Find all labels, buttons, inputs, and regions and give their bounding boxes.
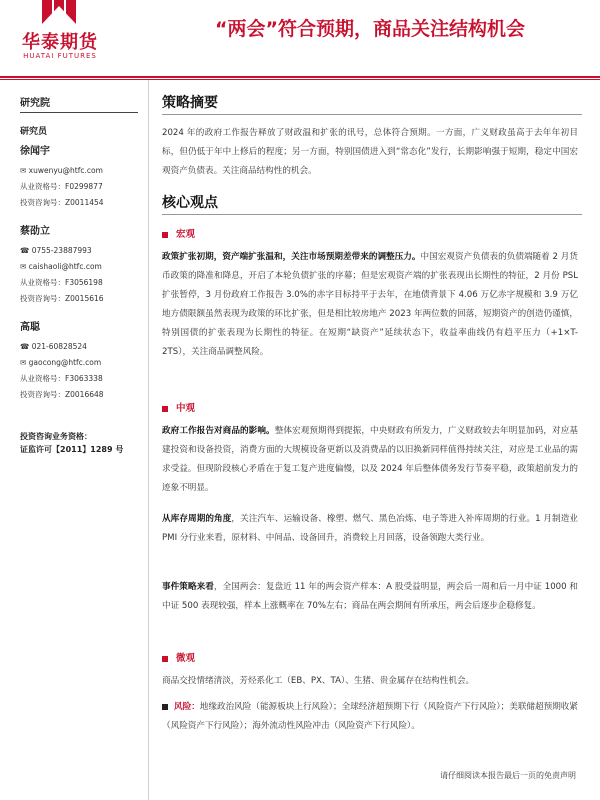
summary-divider [162,114,582,115]
analyst-name: 高聪 [20,322,40,333]
analyst-consult-id: 投资咨询号：Z0011454 [20,198,104,207]
macro-lead: 政策扩张初期，资产端扩张温和，关注市场预期差带来的调整压力。 [162,252,421,262]
analyst-name: 蔡劭立 [20,226,50,237]
macro-paragraph [162,248,578,362]
micro-heading [162,650,195,664]
logo-chinese-name: 华泰期货 [22,32,98,53]
risk-label: 风险： [174,702,200,712]
meso-policy-body: 整体宏观预期得到提振，中央财政有所发力，广义财政较去年明显加码，对应基建投资和设备投资，消费方面的大规模设备更新以及消费品的以旧换新同样值得持续关注，对应是工业品的需求受益。但现阶段核心矛盾在于复工复产进度偏慢，以及 2024 年后整体债务发行节奏平稳，政策超前发力的迹象不明显。 [162,426,578,493]
meso-heading-label: 中观 [176,403,196,414]
core-views-heading: 核心观点 [162,195,218,211]
author-sidebar [0,80,149,800]
meso-paragraph-inventory [162,510,578,548]
analyst-email[interactable]: ✉ gaocong@htfc.com [20,358,102,367]
square-bullet-icon [162,704,168,710]
square-bullet-icon [162,656,168,662]
meso-paragraph-event [162,578,578,616]
disclaimer-footer: 请仔细阅读本报告最后一页的免责声明 [440,771,576,780]
micro-heading-label: 微观 [176,653,196,664]
summary-paragraph: 2024 年的政府工作报告释放了财政温和扩张的讯号，总体符合预期。一方面，广义财政虽高于去年年初目标，但仍低于年中上修后的程度；另一方面，特别国债进入到“常态化”发行，长期影响强于短期，稳定中国宏观资产负债表。关注商品结构性的机会。 [162,128,578,176]
risk-body: 地缘政治风险（能源板块上行风险）；全球经济超预期下行（风险资产下行风险）；美联储超预期收紧（风险资产下行风险）；海外流动性风险冲击（风险资产下行风险）。 [162,702,578,731]
analyst-consult-id: 投资咨询号：Z0016648 [20,390,104,399]
square-bullet-icon [162,406,168,412]
logo-mark-icon [42,0,76,24]
analyst-license: 从业资格号：F0299877 [20,182,103,191]
analyst-card [20,222,142,307]
analyst-card [20,318,142,403]
meso-event-lead: 事件策略来看 [162,582,214,592]
analyst-consult-id: 投资咨询号：Z0015616 [20,294,104,303]
meso-event-body: ，全国两会：复盘近 11 年的两会资产样本：A 股受益明显，两会后一周和后一月中证 1000 和中证 500 表现较强，样本上涨概率在 70%左右；商品在两会期间有所承压，两会后逐步企稳修复。 [162,582,578,611]
analyst-phone: ☎ 021-60828524 [20,342,87,351]
micro-paragraph: 商品交投情绪清淡，芳烃系化工（EB、PX、TA）、生猪、贵金属存在结构性机会。 [162,676,475,686]
summary-heading: 策略摘要 [162,95,218,111]
analyst-license: 从业资格号：F3063338 [20,374,103,383]
macro-heading [162,226,195,240]
qualification-label: 投资咨询业务资格： [20,432,92,441]
core-views-divider [162,214,582,215]
analyst-email[interactable]: ✉ caishaoli@htfc.com [20,262,102,271]
header-divider [0,76,600,78]
sidebar-divider [20,112,138,113]
meso-inventory-body: ，关注汽车、运输设备、橡塑、燃气、黑色冶炼、电子等进入补库周期的行业。1 月制造业 PMI 分行业来看，原材料、中间品、设备回升，消费较上月回落，设备领跑大类行业。 [162,514,578,543]
analyst-email[interactable]: ✉ xuwenyu@htfc.com [20,166,103,175]
macro-heading-label: 宏观 [176,229,196,240]
department-label: 研究院 [20,98,50,109]
meso-paragraph-policy [162,422,578,498]
analyst-section-label: 研究员 [20,127,48,137]
square-bullet-icon [162,232,168,238]
meso-heading [162,400,195,414]
meso-policy-lead: 政府工作报告对商品的影响。 [162,426,275,436]
analyst-name: 徐闻宇 [20,146,50,157]
business-qualification [20,430,144,456]
report-title: “两会”符合预期，商品关注结构机会 [215,18,525,40]
meso-inventory-lead: 从库存周期的角度 [162,514,232,524]
risk-paragraph [162,698,578,736]
analyst-card [20,142,142,211]
analyst-license: 从业资格号：F3056198 [20,278,103,287]
analyst-phone: ☎ 0755-23887993 [20,246,92,255]
qualification-license: 证监许可【2011】1289 号 [20,445,124,454]
huatai-logo [14,0,104,70]
logo-english-name: HUATAI FUTURES [23,52,97,60]
macro-body: 中国宏观资产负债表的负债端随着 2 月货币政策的降准和降息，开启了本轮负债扩张的序幕；但是宏观资产端的扩张表现出长期性的特征，2 月份 PSL 扩张暂停，3 月份政府工作报告 3.0%的赤字目标持平于去年，在地债背景下 4.06 万亿赤字规模和 3.9 万亿地方债限额虽然表现为政策的环比扩张，但是相比较房地产 2023 年两位数的回落，短期资产的创造仍谨慎，特别国债的扩张表现为长期性的特征。在短期“缺资产”延续状态下，收益率曲线仍有趋平压力（+1×T-2TS），关注商品调整风险。 [162,252,578,357]
report-header [0,0,600,78]
